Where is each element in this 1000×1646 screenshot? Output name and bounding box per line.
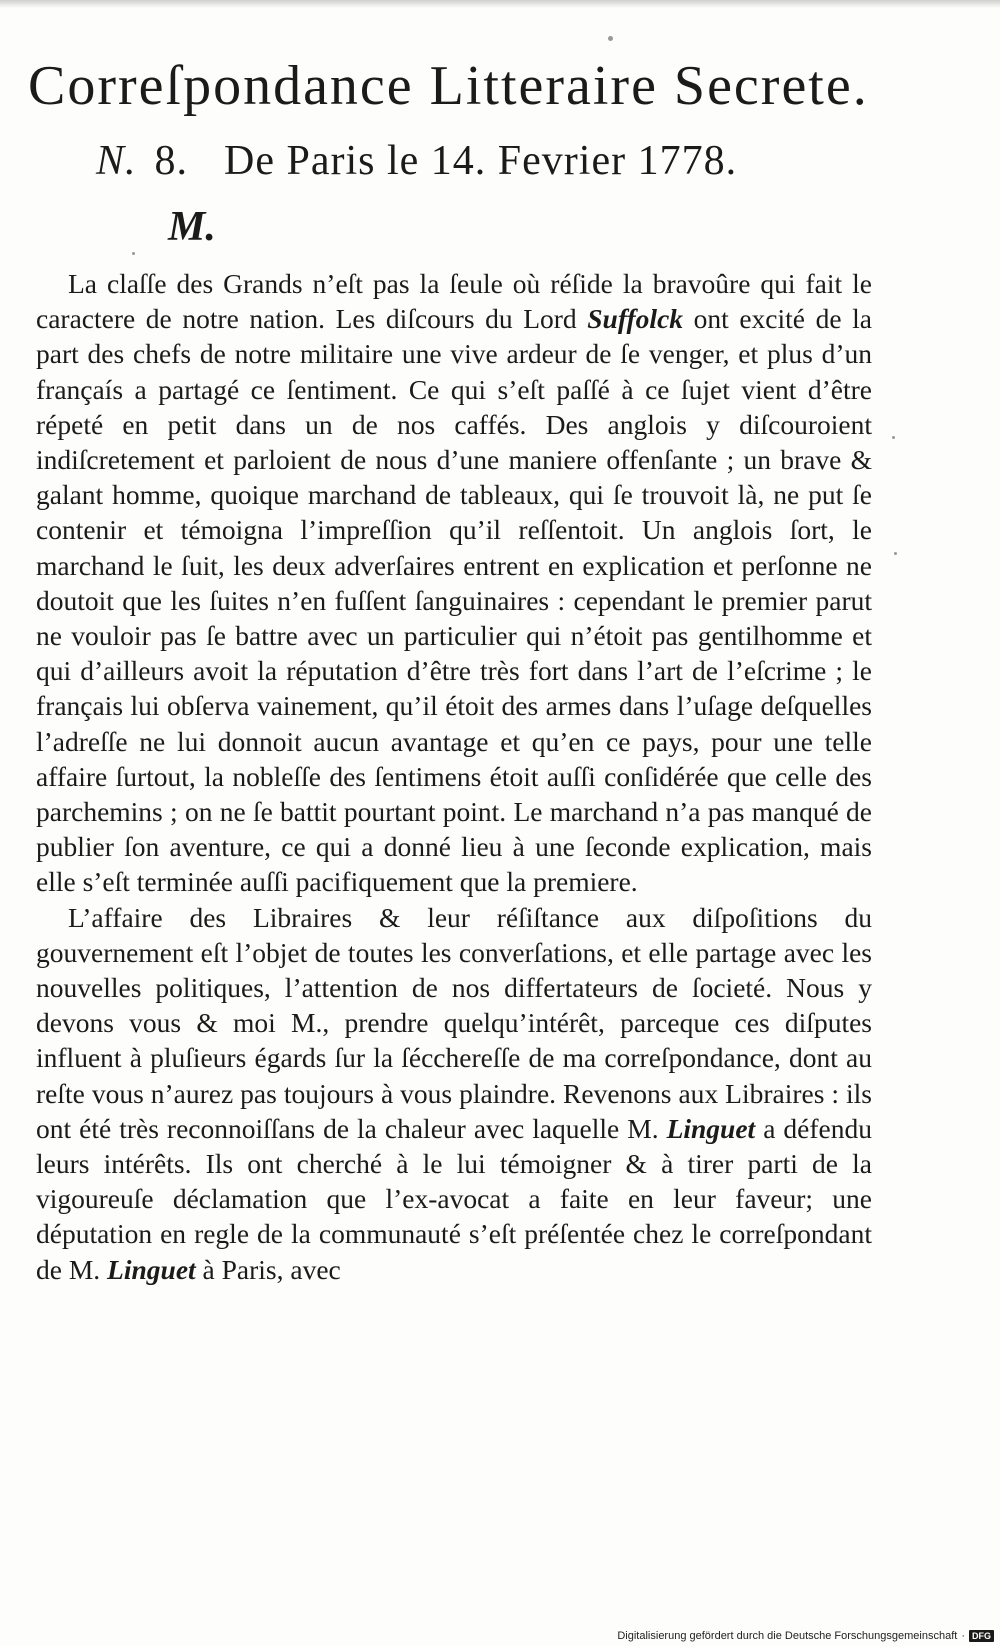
ink-speck bbox=[894, 552, 897, 555]
paragraph-text: La claſſe des Grands n’eſt pas la ſeule où réſide la bravoûre qui fait le caractere de notre nation. Les diſcours du Lord bbox=[36, 268, 872, 335]
person-name: Linguet bbox=[107, 1253, 196, 1285]
person-name: Linguet bbox=[666, 1112, 756, 1144]
paragraph-text: L’affaire des Libraires & leur réſiſtance aux diſpoſitions du gouvernement eſt l’objet de toutes les converſations, et elle partage avec les nouvelles politiques, l’attention de nos differtateurs de ſocieté. Nous y devons vous & moi M., prendre quelqu’intérêt, parceque ces diſputes influent à pluſieurs égards ſur la ſécchereſſe de ma correſpondance, dont au reſte vous n’aurez pas toujours à vous plaindre. Revenons aux Libraires : ils ont été très reconnoiſſans de la chaleur avec laquelle M. bbox=[36, 901, 872, 1144]
credit-text: Digitalisierung gefördert durch die Deutsche Forschungsgemeinschaft bbox=[617, 1630, 958, 1642]
salutation: M. bbox=[168, 204, 216, 250]
issue-number: 8. bbox=[154, 138, 189, 184]
page-top-edge bbox=[0, 0, 1000, 8]
dateline: De Paris le 14. Fevrier 1778. bbox=[224, 138, 738, 184]
ink-speck bbox=[608, 36, 613, 41]
digitization-credit: Digitalisierung gefördert durch die Deutsche Forschungsgemeinschaft · DFG bbox=[617, 1630, 994, 1642]
ink-speck bbox=[132, 252, 135, 255]
issue-number-label: N. bbox=[96, 138, 137, 184]
issue-line bbox=[96, 140, 876, 182]
person-name: Suffolck bbox=[587, 303, 684, 335]
paragraph-libraires-affair bbox=[36, 900, 872, 1287]
dfg-logo: DFG bbox=[969, 1630, 994, 1642]
paragraph-text: à Paris, avec bbox=[195, 1253, 341, 1285]
masthead-title: Correſpondance Litteraire Secrete. bbox=[28, 55, 869, 117]
paragraph-text: a défendu leurs intérêts. Ils ont cherché à le lui témoigner & à tirer parti de la vigoureuſe déclamation que l’ex-avocat a faite en leur faveur; une députation en regle de la communauté s’eſt préſentée chez le correſpondant de M. bbox=[36, 1112, 872, 1285]
paragraph-text: ont excité de la part des chefs de notre militaire une vive ardeur de ſe venger, et plus d’un françaís a partagé ce ſentiment. Ce qui s’eſt paſſé à ce ſujet vient d’être répeté en petit dans un de nos caffés. Des anglois y diſcouroient indiſcretement et parloient de nous d’une maniere offenſante ; un brave & galant homme, quoique marchand de tableaux, qui ſe trouvoit là, ne put ſe contenir et témoigna l’impreſſion qu’il reſſentoit. Un anglois ſort, le marchand le ſuit, les deux adverſaires entrent en explication et perſonne ne doutoit que les ſuites n’en fuſſent ſanguinaires : cependant le premier parut ne vouloir pas ſe battre avec un particulier qui n’étoit pas gentilhomme et qui d’ailleurs avoit la réputation d’être très fort dans l’art de l’eſcrime ; le français lui obſerva vainement, qu’il étoit des armes dans l’uſage deſquelles l’adreſſe ne lui donnoit aucun avantage et qu’en ce pays, pour une telle affaire ſurtout, la nobleſſe des ſentimens étoit auſſi conſidérée que celle des parchemins ; on ne ſe battit pourtant point. Le marchand n’a pas manqué de publier ſon aventure, ce qui a donné lieu à une ſeconde explication, mais elle s’eſt terminée auſſi pacifiquement que la premiere. bbox=[36, 303, 872, 898]
article-body bbox=[36, 266, 872, 1287]
paragraph-suffolck-affair bbox=[36, 266, 872, 900]
ink-speck bbox=[892, 436, 895, 439]
